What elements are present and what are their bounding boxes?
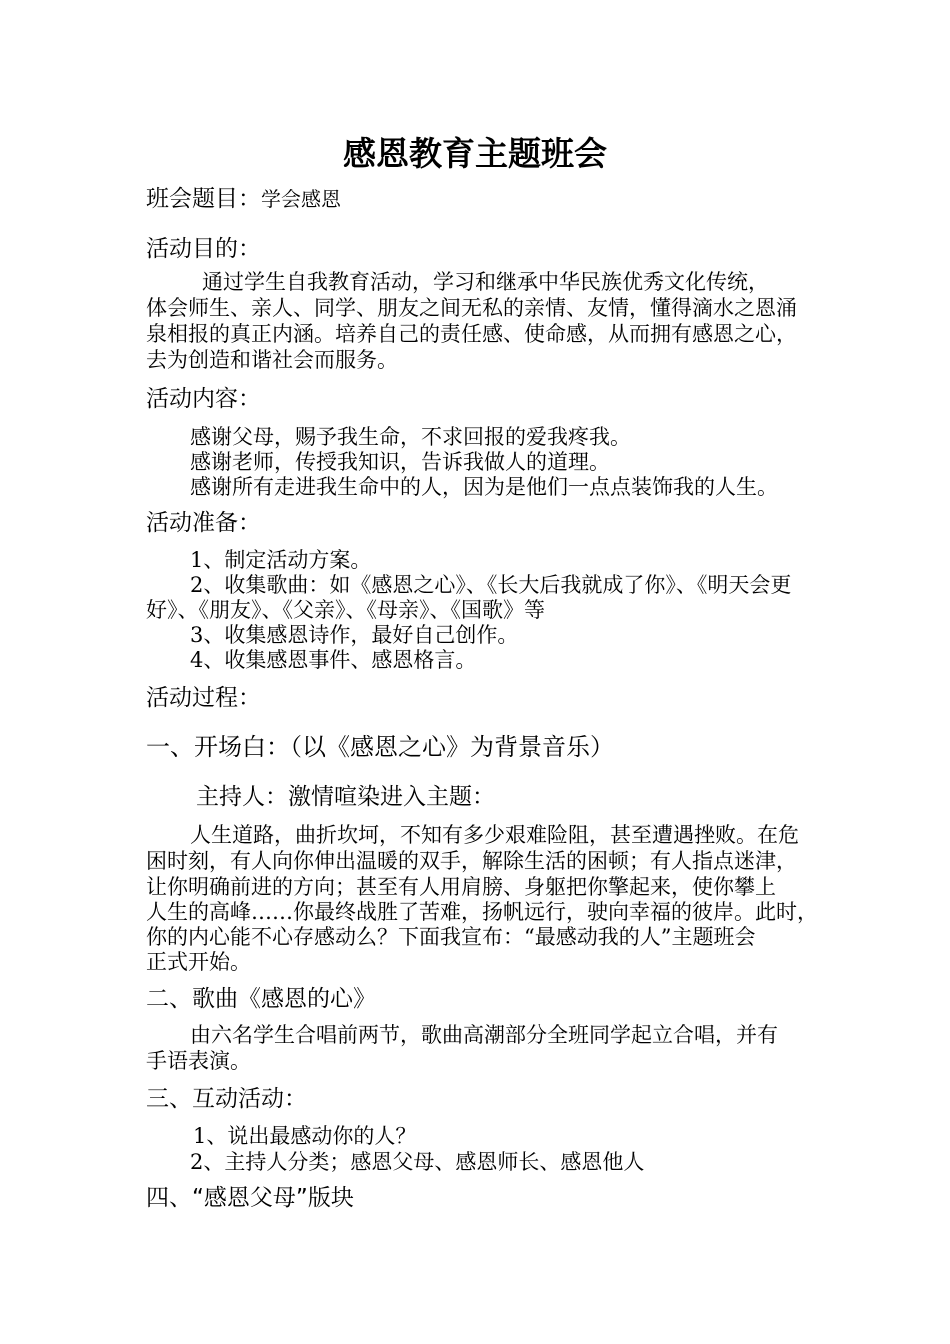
section-heading-parents: 四、“感恩父母”版块 bbox=[146, 1185, 354, 1211]
topic-label: 班会题目： bbox=[146, 186, 261, 212]
process-heading: 活动过程： bbox=[146, 685, 261, 711]
opening-line: 让你明确前进的方向；甚至有人用肩膀、身躯把你擎起来，使你攀上 bbox=[146, 875, 776, 899]
interaction-line: 1、说出最感动你的人？ bbox=[193, 1124, 417, 1148]
topic-value: 学会感恩 bbox=[261, 187, 341, 211]
purpose-line: 体会师生、亲人、同学、朋友之间无私的亲情、友情，懂得滴水之恩涌 bbox=[146, 296, 797, 320]
preparation-line: 3、收集感恩诗作，最好自己创作。 bbox=[190, 623, 519, 647]
content-line: 感谢老师，传授我知识，告诉我做人的道理。 bbox=[190, 450, 610, 474]
song-line: 手语表演。 bbox=[146, 1049, 251, 1073]
purpose-line: 通过学生自我教育活动，学习和继承中华民族优秀文化传统， bbox=[202, 270, 769, 294]
preparation-heading: 活动准备： bbox=[146, 510, 261, 536]
host-intro: 主持人：激情喧染进入主题： bbox=[196, 784, 495, 810]
opening-line: 人生的高峰……你最终战胜了苦难，扬帆远行，驶向幸福的彼岸。此时， bbox=[146, 900, 818, 924]
interaction-line: 2、主持人分类；感恩父母、感恩师长、感恩他人 bbox=[190, 1150, 645, 1174]
content-line: 感谢所有走进我生命中的人，因为是他们一点点装饰我的人生。 bbox=[190, 475, 778, 499]
section-heading-song: 二、歌曲《感恩的心》 bbox=[146, 986, 376, 1012]
purpose-line: 泉相报的真正内涵。培养自己的责任感、使命感，从而拥有感恩之心， bbox=[146, 322, 797, 346]
section-heading-interaction: 三、互动活动： bbox=[146, 1086, 307, 1112]
song-line: 由六名学生合唱前两节，歌曲高潮部分全班同学起立合唱，并有 bbox=[190, 1023, 778, 1047]
preparation-line: 1、制定活动方案。 bbox=[190, 548, 372, 572]
content-line: 感谢父母，赐予我生命，不求回报的爱我疼我。 bbox=[190, 425, 631, 449]
opening-line: 人生道路，曲折坎坷，不知有多少艰难险阻，甚至遭遇挫败。在危 bbox=[190, 823, 799, 847]
content-heading: 活动内容： bbox=[146, 386, 261, 412]
preparation-line: 4、收集感恩事件、感恩格言。 bbox=[190, 648, 477, 672]
preparation-line: 2、收集歌曲：如《感恩之心》、《长大后我就成了你》、《明天会更 bbox=[190, 573, 792, 597]
preparation-line: 好》、《朋友》、《父亲》、《母亲》、《国歌》等 bbox=[146, 598, 545, 622]
purpose-line: 去为创造和谐社会而服务。 bbox=[146, 348, 398, 372]
opening-line: 你的内心能不心存感动么？下面我宣布：“最感动我的人”主题班会 bbox=[146, 925, 756, 949]
opening-line: 正式开始。 bbox=[146, 950, 251, 974]
opening-line: 困时刻，有人向你伸出温暖的双手，解除生活的困顿；有人指点迷津， bbox=[146, 849, 797, 873]
topic-row bbox=[146, 187, 341, 212]
purpose-heading: 活动目的： bbox=[146, 236, 261, 262]
document-title: 感恩教育主题班会 bbox=[343, 134, 607, 173]
section-heading-opening: 一、开场白：（以《感恩之心》为背景音乐） bbox=[146, 733, 614, 761]
